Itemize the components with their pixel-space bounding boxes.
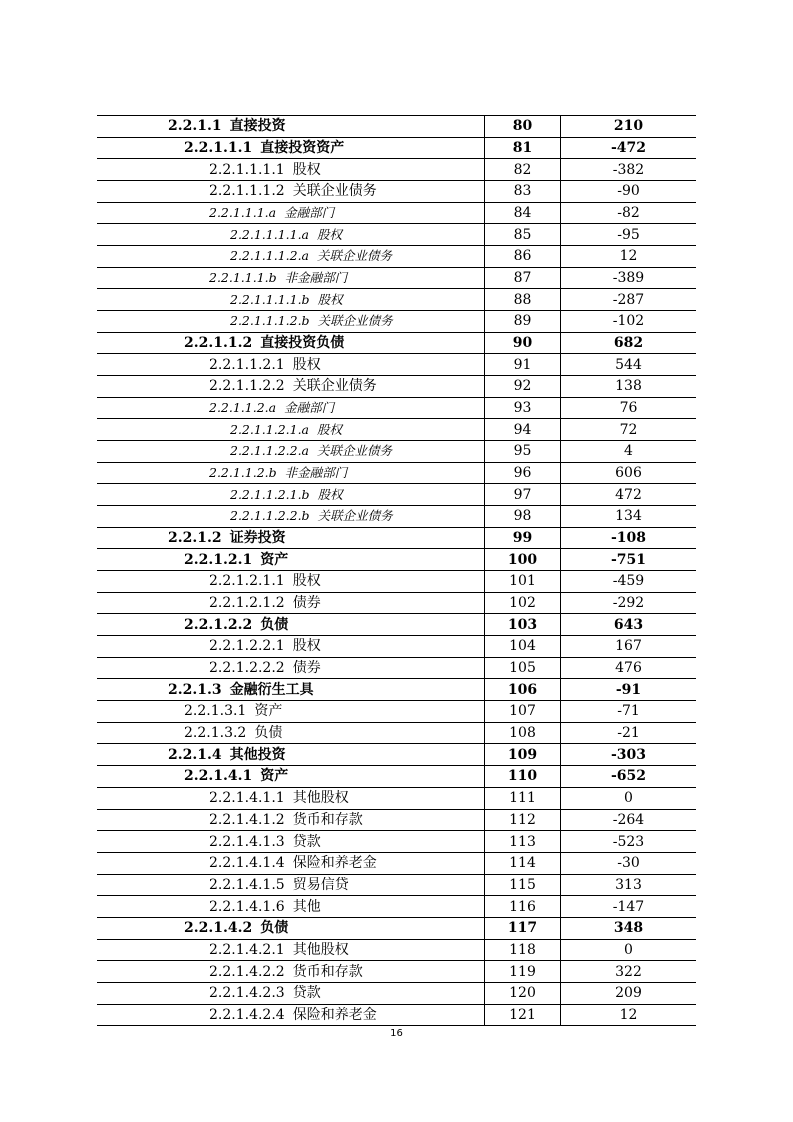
- item-code: 2.2.1.2.1: [184, 551, 253, 568]
- line-number-cell: 113: [485, 831, 561, 853]
- item-text: [97, 766, 288, 786]
- item-code: 2.2.1.3.1: [184, 703, 247, 720]
- item-text: [97, 593, 321, 613]
- item-label: 关联企业债务: [292, 378, 377, 395]
- item-text: [97, 311, 393, 331]
- item-text: [97, 897, 321, 917]
- page-number: 16: [390, 1028, 403, 1039]
- item-code: 2.2.1.4.1.2: [209, 811, 285, 828]
- item-text: [97, 615, 288, 635]
- value-cell: -382: [561, 159, 697, 181]
- table-row: [97, 787, 696, 809]
- value-cell: 348: [561, 917, 697, 939]
- item-label: 股权: [317, 421, 343, 437]
- item-cell: [97, 809, 485, 831]
- value-cell: 544: [561, 354, 697, 376]
- item-code: 2.2.1.4: [168, 746, 222, 763]
- line-number-cell: 109: [485, 744, 561, 766]
- value-cell: -652: [561, 766, 697, 788]
- item-cell: [97, 419, 485, 441]
- item-cell: [97, 159, 485, 181]
- value-cell: -82: [561, 202, 697, 224]
- value-cell: -287: [561, 289, 697, 311]
- table-row: [97, 766, 696, 788]
- line-number-cell: 104: [485, 636, 561, 658]
- item-cell: [97, 961, 485, 983]
- item-text: [97, 745, 286, 765]
- line-number-cell: 121: [485, 1004, 561, 1026]
- item-code: 2.2.1.1.2.1.a: [230, 421, 310, 437]
- item-text: [97, 701, 282, 721]
- line-number-cell: 88: [485, 289, 561, 311]
- table-row: [97, 462, 696, 484]
- item-cell: [97, 332, 485, 354]
- table-row: [97, 896, 696, 918]
- item-cell: [97, 766, 485, 788]
- table-row: [97, 116, 696, 138]
- line-number-cell: 107: [485, 701, 561, 723]
- value-cell: -21: [561, 722, 697, 744]
- line-number-cell: 85: [485, 224, 561, 246]
- item-text: [97, 225, 342, 245]
- table-row: [97, 527, 696, 549]
- item-code: 2.2.1.1.1.a: [209, 205, 277, 221]
- item-label: 股权: [292, 356, 321, 373]
- item-text: [97, 853, 377, 873]
- item-cell: [97, 506, 485, 528]
- line-number-cell: 84: [485, 202, 561, 224]
- value-cell: 4: [561, 441, 697, 463]
- table-row: [97, 614, 696, 636]
- item-label: 直接投资负债: [260, 335, 345, 352]
- table-row: [97, 246, 696, 268]
- item-code: 2.2.1.2: [168, 530, 222, 547]
- line-number-cell: 82: [485, 159, 561, 181]
- item-cell: [97, 549, 485, 571]
- item-code: 2.2.1.1.2.1.b: [230, 486, 310, 502]
- line-number-cell: 120: [485, 982, 561, 1004]
- value-cell: 12: [561, 1004, 697, 1026]
- table-row: [97, 636, 696, 658]
- line-number-cell: 90: [485, 332, 561, 354]
- value-cell: 134: [561, 506, 697, 528]
- value-cell: 12: [561, 246, 697, 268]
- item-cell: [97, 484, 485, 506]
- item-cell: [97, 354, 485, 376]
- table-row: [97, 397, 696, 419]
- item-label: 资产: [254, 703, 283, 720]
- item-text: [97, 290, 343, 310]
- table-row: [97, 831, 696, 853]
- item-label: 非金融部门: [284, 270, 348, 286]
- item-cell: [97, 311, 485, 333]
- line-number-cell: 119: [485, 961, 561, 983]
- item-text: [97, 550, 288, 570]
- item-cell: [97, 636, 485, 658]
- table-row: [97, 181, 696, 203]
- item-text: [97, 138, 344, 158]
- item-code: 2.2.1.1: [168, 118, 222, 135]
- line-number-cell: 100: [485, 549, 561, 571]
- table-row: [97, 571, 696, 593]
- item-code: 2.2.1.1.1.b: [209, 270, 277, 286]
- line-number-cell: 101: [485, 571, 561, 593]
- line-number-cell: 95: [485, 441, 561, 463]
- line-number-cell: 87: [485, 267, 561, 289]
- line-number-cell: 105: [485, 657, 561, 679]
- item-label: 货币和存款: [292, 811, 363, 828]
- line-number-cell: 111: [485, 787, 561, 809]
- item-label: 资产: [260, 551, 289, 568]
- item-cell: [97, 116, 485, 138]
- table-row: [97, 137, 696, 159]
- item-label: 其他: [292, 898, 321, 915]
- item-text: [97, 203, 334, 223]
- item-cell: [97, 1004, 485, 1026]
- item-code: 2.2.1.1.1.2.b: [230, 313, 310, 329]
- item-cell: [97, 181, 485, 203]
- item-cell: [97, 852, 485, 874]
- value-cell: 682: [561, 332, 697, 354]
- item-text: [97, 680, 314, 700]
- line-number-cell: 94: [485, 419, 561, 441]
- item-cell: [97, 462, 485, 484]
- item-text: [97, 658, 321, 678]
- value-cell: 322: [561, 961, 697, 983]
- item-text: [97, 810, 363, 830]
- line-number-cell: 102: [485, 592, 561, 614]
- item-cell: [97, 441, 485, 463]
- value-cell: -95: [561, 224, 697, 246]
- item-code: 2.2.1.1.2: [184, 335, 253, 352]
- value-cell: -292: [561, 592, 697, 614]
- line-number-cell: 99: [485, 527, 561, 549]
- item-code: 2.2.1.1.1.2.a: [230, 248, 310, 264]
- table-body: [97, 116, 696, 1026]
- table-row: [97, 267, 696, 289]
- table-row: [97, 202, 696, 224]
- item-code: 2.2.1.3: [168, 681, 222, 698]
- item-cell: [97, 224, 485, 246]
- item-text: [97, 1005, 377, 1025]
- item-text: [97, 962, 363, 982]
- value-cell: 210: [561, 116, 697, 138]
- line-number-cell: 110: [485, 766, 561, 788]
- value-cell: -303: [561, 744, 697, 766]
- item-label: 股权: [292, 161, 321, 178]
- item-label: 保险和养老金: [292, 855, 377, 872]
- line-number-cell: 108: [485, 722, 561, 744]
- item-text: [97, 246, 392, 266]
- item-label: 债券: [292, 660, 321, 677]
- item-code: 2.2.1.2.1.1: [209, 573, 285, 590]
- item-cell: [97, 982, 485, 1004]
- value-cell: -71: [561, 701, 697, 723]
- line-number-cell: 97: [485, 484, 561, 506]
- item-label: 金融衍生工具: [229, 681, 314, 698]
- table-row: [97, 701, 696, 723]
- item-text: [97, 420, 342, 440]
- table-row: [97, 679, 696, 701]
- value-cell: 209: [561, 982, 697, 1004]
- value-cell: -523: [561, 831, 697, 853]
- value-cell: -459: [561, 571, 697, 593]
- item-code: 2.2.1.1.1.1.a: [230, 226, 310, 242]
- item-text: [97, 268, 347, 288]
- line-number-cell: 81: [485, 137, 561, 159]
- table-row: [97, 484, 696, 506]
- item-text: [97, 723, 282, 743]
- item-code: 2.2.1.1.1.1.b: [230, 291, 310, 307]
- item-label: 其他投资: [229, 746, 286, 763]
- table-row: [97, 592, 696, 614]
- value-cell: -91: [561, 679, 697, 701]
- item-text: [97, 571, 321, 591]
- item-text: [97, 940, 349, 960]
- table-row: [97, 1004, 696, 1026]
- item-label: 关联企业债务: [317, 248, 393, 264]
- item-text: [97, 832, 321, 852]
- table-row: [97, 354, 696, 376]
- item-code: 2.2.1.1.1.2: [209, 183, 285, 200]
- table-row: [97, 809, 696, 831]
- item-cell: [97, 571, 485, 593]
- value-cell: 0: [561, 939, 697, 961]
- item-cell: [97, 376, 485, 398]
- item-code: 2.2.1.4.1.5: [209, 876, 285, 893]
- item-code: 2.2.1.4.1.6: [209, 898, 285, 915]
- value-cell: 472: [561, 484, 697, 506]
- item-text: [97, 918, 288, 938]
- item-cell: [97, 701, 485, 723]
- item-code: 2.2.1.4.1.1: [209, 790, 285, 807]
- table-row: [97, 657, 696, 679]
- item-text: [97, 528, 286, 548]
- item-code: 2.2.1.4.2: [184, 920, 253, 937]
- value-cell: 72: [561, 419, 697, 441]
- item-text: [97, 788, 349, 808]
- item-code: 2.2.1.1.2.a: [209, 400, 277, 416]
- table-row: [97, 852, 696, 874]
- value-cell: -108: [561, 527, 697, 549]
- item-label: 贷款: [292, 833, 321, 850]
- item-label: 债券: [292, 595, 321, 612]
- item-text: [97, 983, 321, 1003]
- item-code: 2.2.1.4.2.1: [209, 941, 285, 958]
- value-cell: -30: [561, 852, 697, 874]
- item-text: [97, 485, 343, 505]
- item-cell: [97, 614, 485, 636]
- item-code: 2.2.1.4.2.2: [209, 963, 285, 980]
- item-text: [97, 160, 321, 180]
- item-label: 其他股权: [292, 941, 349, 958]
- value-cell: 476: [561, 657, 697, 679]
- item-text: [97, 116, 286, 136]
- item-label: 关联企业债务: [317, 443, 393, 459]
- item-text: [97, 333, 344, 353]
- line-number-cell: 89: [485, 311, 561, 333]
- item-label: 关联企业债务: [317, 313, 393, 329]
- item-cell: [97, 527, 485, 549]
- item-label: 金融部门: [284, 400, 335, 416]
- table-row: [97, 441, 696, 463]
- item-label: 证券投资: [229, 530, 286, 547]
- line-number-cell: 93: [485, 397, 561, 419]
- item-label: 关联企业债务: [317, 508, 393, 524]
- table-row: [97, 289, 696, 311]
- balance-of-payments-table: [97, 115, 696, 1026]
- item-code: 2.2.1.2.2: [184, 616, 253, 633]
- item-text: [97, 181, 377, 201]
- value-cell: 167: [561, 636, 697, 658]
- line-number-cell: 80: [485, 116, 561, 138]
- value-cell: -472: [561, 137, 697, 159]
- table-row: [97, 506, 696, 528]
- item-code: 2.2.1.2.2.1: [209, 638, 285, 655]
- item-text: [97, 636, 321, 656]
- item-cell: [97, 289, 485, 311]
- item-cell: [97, 787, 485, 809]
- line-number-cell: 116: [485, 896, 561, 918]
- line-number-cell: 103: [485, 614, 561, 636]
- table-row: [97, 224, 696, 246]
- line-number-cell: 83: [485, 181, 561, 203]
- item-label: 股权: [292, 573, 321, 590]
- item-cell: [97, 267, 485, 289]
- item-code: 2.2.1.1.2.1: [209, 356, 285, 373]
- line-number-cell: 91: [485, 354, 561, 376]
- item-text: [97, 376, 377, 396]
- item-cell: [97, 896, 485, 918]
- item-code: 2.2.1.1.2.2: [209, 378, 285, 395]
- item-code: 2.2.1.4.2.4: [209, 1006, 285, 1023]
- item-cell: [97, 202, 485, 224]
- table-row: [97, 376, 696, 398]
- item-code: 2.2.1.4.2.3: [209, 985, 285, 1002]
- value-cell: 138: [561, 376, 697, 398]
- table-row: [97, 722, 696, 744]
- table-row: [97, 874, 696, 896]
- line-number-cell: 86: [485, 246, 561, 268]
- item-code: 2.2.1.1.1: [184, 140, 253, 156]
- table-row: [97, 982, 696, 1004]
- item-code: 2.2.1.4.1.4: [209, 855, 285, 872]
- line-number-cell: 117: [485, 917, 561, 939]
- table-row: [97, 419, 696, 441]
- value-cell: -389: [561, 267, 697, 289]
- item-label: 保险和养老金: [292, 1006, 377, 1023]
- item-code: 2.2.1.1.2.b: [209, 465, 277, 481]
- line-number-cell: 106: [485, 679, 561, 701]
- value-cell: 606: [561, 462, 697, 484]
- line-number-cell: 92: [485, 376, 561, 398]
- item-cell: [97, 592, 485, 614]
- item-label: 非金融部门: [284, 465, 348, 481]
- item-label: 资产: [260, 768, 289, 785]
- table-row: [97, 159, 696, 181]
- item-cell: [97, 679, 485, 701]
- item-cell: [97, 657, 485, 679]
- item-code: 2.2.1.1.1.1: [209, 161, 285, 178]
- item-label: 其他股权: [292, 790, 349, 807]
- value-cell: -90: [561, 181, 697, 203]
- table-row: [97, 311, 696, 333]
- item-label: 股权: [317, 226, 343, 242]
- item-label: 贸易信贷: [292, 876, 349, 893]
- value-cell: -102: [561, 311, 697, 333]
- item-cell: [97, 917, 485, 939]
- value-cell: -264: [561, 809, 697, 831]
- item-code: 2.2.1.2.1.2: [209, 595, 285, 612]
- table-row: [97, 939, 696, 961]
- value-cell: -751: [561, 549, 697, 571]
- item-code: 2.2.1.2.2.2: [209, 660, 285, 677]
- table-row: [97, 332, 696, 354]
- item-code: 2.2.1.3.2: [184, 725, 247, 742]
- item-cell: [97, 397, 485, 419]
- item-code: 2.2.1.1.2.2.a: [230, 443, 310, 459]
- item-label: 直接投资资产: [260, 140, 345, 156]
- item-cell: [97, 874, 485, 896]
- item-cell: [97, 744, 485, 766]
- table-row: [97, 961, 696, 983]
- line-number-cell: 115: [485, 874, 561, 896]
- item-text: [97, 398, 334, 418]
- line-number-cell: 112: [485, 809, 561, 831]
- item-text: [97, 463, 347, 483]
- item-label: 负债: [260, 616, 289, 633]
- item-text: [97, 875, 349, 895]
- item-label: 负债: [260, 920, 289, 937]
- item-label: 负债: [254, 725, 283, 742]
- item-label: 关联企业债务: [292, 183, 377, 200]
- value-cell: 313: [561, 874, 697, 896]
- line-number-cell: 118: [485, 939, 561, 961]
- item-label: 金融部门: [284, 205, 335, 221]
- item-label: 直接投资: [229, 118, 286, 135]
- line-number-cell: 98: [485, 506, 561, 528]
- table-row: [97, 917, 696, 939]
- table-row: [97, 549, 696, 571]
- item-code: 2.2.1.1.2.2.b: [230, 508, 310, 524]
- value-cell: 76: [561, 397, 697, 419]
- item-text: [97, 355, 321, 375]
- table-row: [97, 744, 696, 766]
- item-cell: [97, 831, 485, 853]
- item-text: [97, 506, 393, 526]
- value-cell: -147: [561, 896, 697, 918]
- value-cell: 0: [561, 787, 697, 809]
- item-label: 股权: [317, 291, 343, 307]
- item-label: 股权: [292, 638, 321, 655]
- line-number-cell: 96: [485, 462, 561, 484]
- item-cell: [97, 722, 485, 744]
- item-code: 2.2.1.4.1: [184, 768, 253, 785]
- line-number-cell: 114: [485, 852, 561, 874]
- item-label: 货币和存款: [292, 963, 363, 980]
- item-text: [97, 441, 392, 461]
- item-code: 2.2.1.4.1.3: [209, 833, 285, 850]
- item-cell: [97, 137, 485, 159]
- item-cell: [97, 939, 485, 961]
- item-label: 贷款: [292, 985, 321, 1002]
- value-cell: 643: [561, 614, 697, 636]
- item-label: 股权: [317, 486, 343, 502]
- item-cell: [97, 246, 485, 268]
